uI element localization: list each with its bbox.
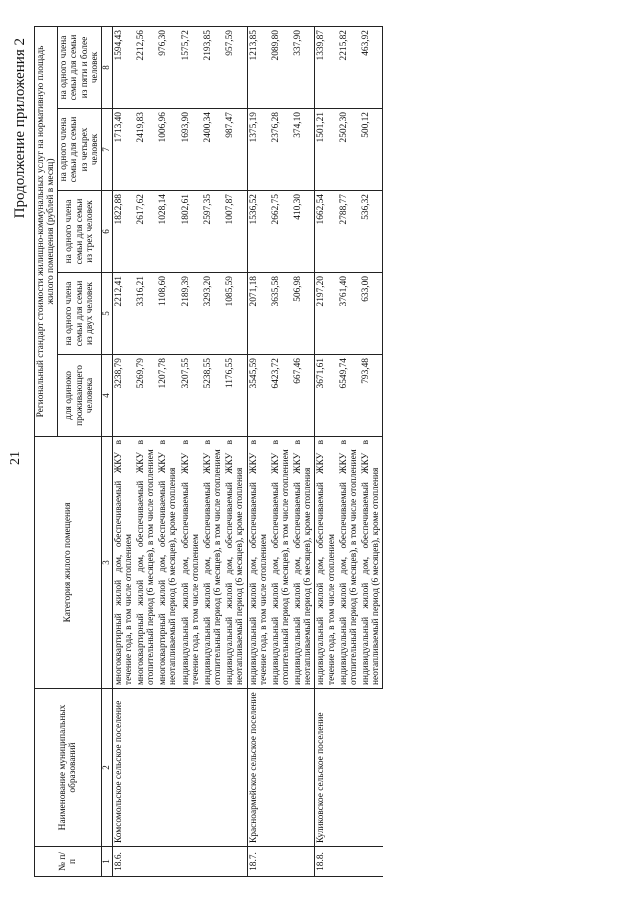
standard-value: 1662,54 [315,191,338,273]
standard-value: 1207,78 [157,355,179,437]
housing-category: индивидуальный жилой дом, обеспечиваемый ЖКУ в неотапливаемый период (6 месяцев), кроме отопления [224,437,247,689]
standard-value: 1713,40 [112,109,135,191]
standard-value: 3293,20 [202,273,224,355]
header-sub-4: на одного члена семьи для семьи из четырех человек [58,109,102,191]
standard-value: 1594,43 [112,27,135,109]
standard-value: 1339,87 [315,27,338,109]
standard-value: 6549,74 [338,355,360,437]
standard-value: 1007,87 [224,191,247,273]
standards-table [34,26,383,877]
row-number: 18.8. [315,847,383,877]
standard-value: 3207,55 [180,355,202,437]
standard-value: 3761,40 [338,273,360,355]
standard-value: 374,10 [292,109,315,191]
standard-value: 667,46 [292,355,315,437]
row-number: 18.6. [112,847,247,877]
standard-value: 500,12 [360,109,383,191]
standard-value: 2089,80 [270,27,292,109]
column-index: 8 [101,27,112,109]
housing-category: многоквартирный жилой дом, обеспечиваемый ЖКУ в отопительный период (6 месяцев), в том числе отоплением [135,437,157,689]
table-row [247,27,270,877]
standard-value: 1176,55 [224,355,247,437]
standard-value: 2193,85 [202,27,224,109]
standard-value: 2788,77 [338,191,360,273]
standard-value: 2617,62 [135,191,157,273]
standard-value: 2071,18 [247,273,270,355]
standard-value: 2215,82 [338,27,360,109]
standard-value: 506,98 [292,273,315,355]
housing-category: индивидуальный жилой дом, обеспечиваемый ЖКУ в неотапливаемый период (6 месяцев), кроме отопления [292,437,315,689]
column-index: 1 [101,847,112,877]
standard-value: 2197,20 [315,273,338,355]
housing-category: индивидуальный жилой дом, обеспечиваемый ЖКУ в отопительный период (6 месяцев), в том числе отоплением [270,437,292,689]
standard-value: 337,90 [292,27,315,109]
standard-value: 793,48 [360,355,383,437]
standard-value: 1501,21 [315,109,338,191]
standard-value: 463,92 [360,27,383,109]
housing-category: многоквартирный жилой дом, обеспечиваемый ЖКУ в неотапливаемый период (6 месяцев), кроме отопления [157,437,179,689]
standard-value: 2419,83 [135,109,157,191]
standard-value: 5238,55 [202,355,224,437]
housing-category: индивидуальный жилой дом, обеспечиваемый ЖКУ в отопительный период (6 месяцев), в том числе отоплением [338,437,360,689]
standard-value: 633,00 [360,273,383,355]
standard-value: 2400,34 [202,109,224,191]
header-standard: Региональный стандарт стоимости жилищно-коммунальных услуг на нормативную площадь жилого помещения (рублей в месяц) [35,27,58,437]
standard-value: 2212,56 [135,27,157,109]
column-index: 5 [101,273,112,355]
standard-value: 1536,52 [247,191,270,273]
header-num: № п/п [35,847,102,877]
column-index: 7 [101,109,112,191]
standard-value: 3635,58 [270,273,292,355]
column-index: 6 [101,191,112,273]
standard-value: 3238,79 [112,355,135,437]
housing-category: индивидуальный жилой дом, обеспечиваемый ЖКУ в течение года, в том числе отоплением [247,437,270,689]
standard-value: 1375,19 [247,109,270,191]
standard-value: 1108,60 [157,273,179,355]
header-sub-2: на одного члена семьи для семьи из двух человек [58,273,102,355]
standard-value: 6423,72 [270,355,292,437]
standard-value: 536,32 [360,191,383,273]
header-name: Наименование муниципальных образований [35,689,102,847]
municipality-name: Куликовское сельское поселение [315,689,383,847]
municipality-name: Красноармейское сельское поселение [247,689,315,847]
header-category: Категория жилого помещения [35,437,102,689]
header-sub-5: на одного члена семьи для семьи из пяти и более человек [58,27,102,109]
column-index: 3 [101,437,112,689]
column-index: 4 [101,355,112,437]
housing-category: индивидуальный жилой дом, обеспечиваемый ЖКУ в неотапливаемый период (6 месяцев), кроме отопления [360,437,383,689]
standard-value: 1213,85 [247,27,270,109]
standard-value: 957,59 [224,27,247,109]
standard-value: 3545,59 [247,355,270,437]
housing-category: индивидуальный жилой дом, обеспечиваемый ЖКУ в течение года, в том числе отоплением [315,437,338,689]
standard-value: 1822,88 [112,191,135,273]
standard-value: 1006,96 [157,109,179,191]
standard-value: 3316,21 [135,273,157,355]
standard-value: 5269,79 [135,355,157,437]
standard-value: 1693,90 [180,109,202,191]
standard-value: 1575,72 [180,27,202,109]
housing-category: индивидуальный жилой дом, обеспечиваемый ЖКУ в отопительный период (6 месяцев), в том числе отоплением [202,437,224,689]
standard-value: 2502,30 [338,109,360,191]
standard-value: 987,47 [224,109,247,191]
standard-value: 2662,75 [270,191,292,273]
appendix-label: Продолжение приложения 2 [12,38,28,219]
header-sub-1: для одиноко проживающего человека [58,355,102,437]
header-sub-3: на одного члена семьи для семьи из трех человек [58,191,102,273]
standard-value: 3671,61 [315,355,338,437]
standard-value: 976,30 [157,27,179,109]
column-index: 2 [101,689,112,847]
municipality-name: Комсомольское сельское поселение [112,689,247,847]
housing-category: индивидуальный жилой дом, обеспечиваемый ЖКУ в течение года, в том числе отоплением [180,437,202,689]
standard-value: 2597,35 [202,191,224,273]
page-number: 21 [8,451,23,465]
standard-value: 410,30 [292,191,315,273]
housing-category: многоквартирный жилой дом, обеспечиваемый ЖКУ в течение года, в том числе отоплением [112,437,135,689]
standard-value: 1028,14 [157,191,179,273]
standard-value: 2212,41 [112,273,135,355]
standard-value: 1802,61 [180,191,202,273]
standard-value: 1085,59 [224,273,247,355]
standard-value: 2189,39 [180,273,202,355]
table-row [112,27,135,877]
table-row [315,27,338,877]
row-number: 18.7. [247,847,315,877]
standard-value: 2376,28 [270,109,292,191]
table-body [112,27,383,877]
